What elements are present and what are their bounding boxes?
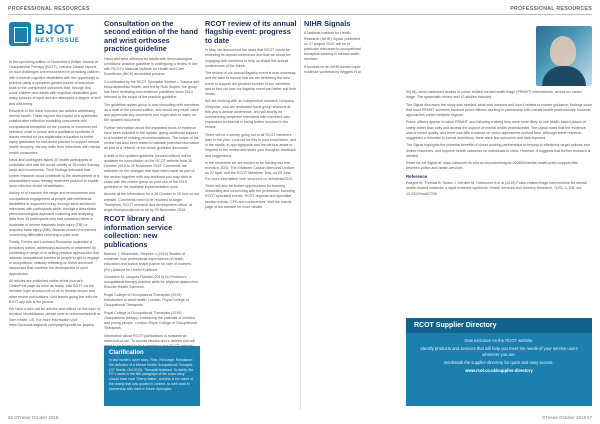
supplier-line: Bookmark the supplier directory for quick and easy access. [444,360,554,365]
paragraph: A draft of the updated guideline (second edition) will be available for consultation on the RCOT website from 30 October 2019 to 29 November 2019. Comments are welcome on the changes that have been made as part of the review, together with any feedback you may wish to share with the review group on your use of the 2015 guideline or the available implementation tools. [104,153,195,190]
paragraph: 50(18), which assessed studies of police-related mental health triage (PRMHT) interventions, across six varied triage. The systematic review and 13 studies included. [406,90,582,100]
footer-right: OTnews October 2019 57 [541,415,592,420]
paragraph: We are working with an independent research company, Vitalplusc, who are dedicated focus group sessions at this year's annual conference, and will shortly be commencing telephone interviews with members who expressed an interest in being further involved in the review. [205,99,295,130]
column-flagship-review [205,20,297,406]
paragraph: Information about RCOT publications is available at: www.rcot.co.uk/. To access ebooks and e-articles you will [104,333,196,343]
page-header-left: PROFESSIONAL RESOURCES [8,6,90,12]
paragraph: The review of our annual flagship event is now underway and we want to ensure that we are delivering the best event to support the greatest number of our members and to find out how our flagship event can better suit their needs. [205,71,297,97]
paragraph: Royal College of Occupational Therapists (2019) Introduction to adult health. London: Royal College of Occupational Therapists. [104,292,189,308]
paragraph: All articles are published online at the journal's OnlineFirst page as soon as ready. Visit BJOT via the member login at www.rcot.co.uk to browse issues and other recent publications. Visit issues going live with the BJOT app this is the journal. [9,279,98,304]
article-title: Consultation on the second edition of the hand and wrist orthoses practice guideline [104,20,199,54]
paragraph: Research in the issue includes two articles addressing mental health. These explore the impact of a systematic collaborative reflection modelling consumers and occupational therapists on the process of consumer-led selection while in prison and a qualitative synthesis of issues needed for pre-registration education to better equip graduates for real-world practice to support mental health recovery; the key skills from interviews with mental health consumers. [9,109,101,155]
page-gutter [300,18,301,410]
paragraph: Neus and colleagues asked 40 health participants to undertake and rate the social validity of 35 motor therapy tasks and movements. Their findings indicated that further research could contribute to the development of a standardised motor therapy treatment protocol to enable more effective stroke rehabilitation. [9,158,100,189]
footer-left: 56 OTnews October 2019 [8,415,59,420]
paragraph: Goodacre M, Jacques-Randall (2019) Do Pearson's occupational therapy practice skills for physical dysfunction. Elsevier Health Sciences. [104,275,199,290]
police-officer-photo [536,26,592,86]
article-title: RCOT library and information service collection: new publications [104,214,173,249]
paragraph: Read the full Signal at: https://discover.dc.nihr.ac.uk/content/signal-000800/mental-health-crisis-support-little-between-police-and-health-services [406,161,579,171]
journal-icon [9,22,31,46]
page-header-right: PROFESSIONAL RESOURCES [510,6,592,12]
article-title: RCOT review of its annual flagship event: progress to date [205,20,297,45]
paragraph: Police officers appear to value PRMHT, and following training they were more likely to use health-based places of safety rather than cells and access the support of mental health professionals. The signal notes that the evidence was of mixed quality, and there was little evidence on which approaches worked best. Although some research suggested a reduction in formal detentions, there were few outcomes and data reported. [406,120,586,140]
paragraph: We have a new call for articles and editors on the topic of decision rehabilitation, please refer to reference/submit at Sem health. US: For more information visit: https://journals.sagepub.com/page/bjo/call-for-papers [9,307,101,327]
clarification-title: Clarification [109,350,144,356]
reference-heading: Reference [406,173,428,179]
paragraph: Royal College of Occupational Therapists (2019) Occupational therapy: embracing the potential of children and young people. London: Royal College of Occupational Therapists. [104,310,197,331]
column-bjot [9,60,101,406]
clarification-box [104,346,200,406]
paragraph: The guideline review group is now consulting with members on a draft of the second edition, and would very much value and appreciate any comments you might wish to make on the updated document. [104,102,199,123]
bjot-title: BJOT [35,21,75,37]
supplier-title: RCOT Supplier Directory [406,318,592,333]
reference-text: Paegler M, Thomas B, Sutton J, Hensler M, Harbourne A et al (2019) Police-related triage interventions for mental health-related incidents: a rapid evidence synthesis. Health Services and Delivery Research, 7(20). 1–108. doi: 10.3310/hsdr07200 [406,181,587,196]
paragraph: Finally, Forbes and Lombard-Rousseau undertake a predatory notion, addressing accounts of retirement by combining a range of re-writing practice approaches that address occupational barriers to people's right to engage in occupations, critically reflecting on these dominant discourses that combine the development of such approaches. [9,240,100,276]
paragraph: There will be a survey going out to all RCOT members later in the year. Look out for this in your email inbox, and in the media, in-app signposts and the various areas to respond to the review and share your thoughts, feedback and suggestions. [205,132,297,158]
paragraph: Further information about the expanded focus of evidence have been included in the update, giving additional support to a number of existing recommendations. The scope of the review has also been tested to validate potential information as part of a 'refresh' of the whole guideline document. [104,125,200,151]
paragraph: Ashley et al examine the range and environments and occupational engagement of people with intellectual disabilities in supported living, through semi-structured interviews with participants while, through a descriptive phenomenological approach collecting and analysing data from 15 participants who had sustained either a moderate or severe traumatic brain injury (TBI) or acquired brain injury (ABI). Beaulieu traced the themes concerning difficulties returning to paid work. [9,191,97,238]
paragraph: A National Institute for Health Research (NIHR) Signal, published on 27 August 2019, will be of particular relevance to occupational therapists working in mental health services. [304,31,361,62]
paragraph: In the meantime we are excited to be hosting two free events in 2020: The Elizabeth Casson Memorial Lecture, on 27 April; and the RCOT Members' Day, on 29 June. For more information visit: www.rcot.co.uk/events/2020. [205,161,296,181]
supplier-url-link[interactable]: www.rcot.co.uk/supplier-directory [465,368,533,373]
paragraph: In May, we announced the news that RCOT would be reviewing its annual conference and that we would be engaging with members to help us shape the annual conferences of the future. [205,48,291,68]
paragraph: Hand and wrist orthoses for adults with rheumatological conditions: practice guideline is undergoing a review in line with RCOT's National Institute for Health and Care Excellence (NICE) accredited process. [104,56,198,77]
header-rule [8,14,592,15]
column-nihr-continued [406,90,592,316]
supplier-directory-box [406,318,592,406]
bjot-subtitle: NEXT ISSUE [35,37,80,44]
paragraph: Beebee J, Mhaoistich, Stephen J (2019) Studies of evidence: how professional expectations of health, education and justice shape justice for care of learners. (Ed.) Alliance for Useful Evidence. [104,252,192,272]
paragraph: It focuses on an NIHR-funded rapid evidence synthesis by Wiggins et al [304,64,361,75]
article-title: NIHR Signals [304,20,351,28]
bjot-badge [9,20,99,52]
column-nihr-signals [304,20,402,406]
supplier-line: Identify products and services that will help you meet the needs of your service users wherever you are. [420,346,578,357]
supplier-line: Now exclusive on the RCOT website. [464,338,534,343]
paragraph: The Signal highlights the potential benefits of closer working partnerships in helping to effectively target policies and limited resources, and improve health outcomes for individuals in crisis. However, it suggests that further research is needed. [406,143,591,158]
paragraph: Co-ordinated by the RCOT Specialist Section – Trauma and Musculoskeletal Health, and led by Ruth Boyles, the group has been reviewing new evidence published since 2014 relevant to the scope of the practice guideline. [104,79,200,100]
paragraph: The Signal discusses the study was needed, what was involved and how it relates to current guidance; findings show that most PRMHT schemes involved police officers working in partnership with mental health professionals; however approaches varied between regions. [406,102,592,117]
paragraph: In the upcoming edition of November's British Journal of Occupational Therapy (BJOT), Lesueur-Gibson reports on how challenges she encountered in providing children with a mutual cognitive disabilities with the opportunity to practice using a symptom-guided course of individual tools to the unexpected outcomes that, through this, some children and adults with cognitive disabilities gain many sources of input and are attempted a degree of skill and well-being. [9,60,101,106]
paragraph: Access all the information for a 26 October to 29 Nov on our website. Comments need to be returned to Angie Thompson, RCOT research and development officer, at angie.thompson@rcot.co.uk by 29 November 2019. [104,192,200,213]
paragraph: There will also be further opportunities for learning, networking and connecting with the profession, including RCOT specialist events, RCOT regional and specialist section events, CPD and conferences. Visit the events page of the website for more details. [205,184,295,209]
clarification-text: In last month's cover story, 'Rise, Recharge, Rebalance', the definition of a Mental Health Occupational Therapist (OT Needs, Oct 2019). Therapist featured. To clarify, the OT's name in the fifth paragraph of the cover story should have read 'Sherry Baker', and this is the name of the charity that was quoted in context, so we'll work in partnership with them in future. Apologies. [109,358,194,391]
